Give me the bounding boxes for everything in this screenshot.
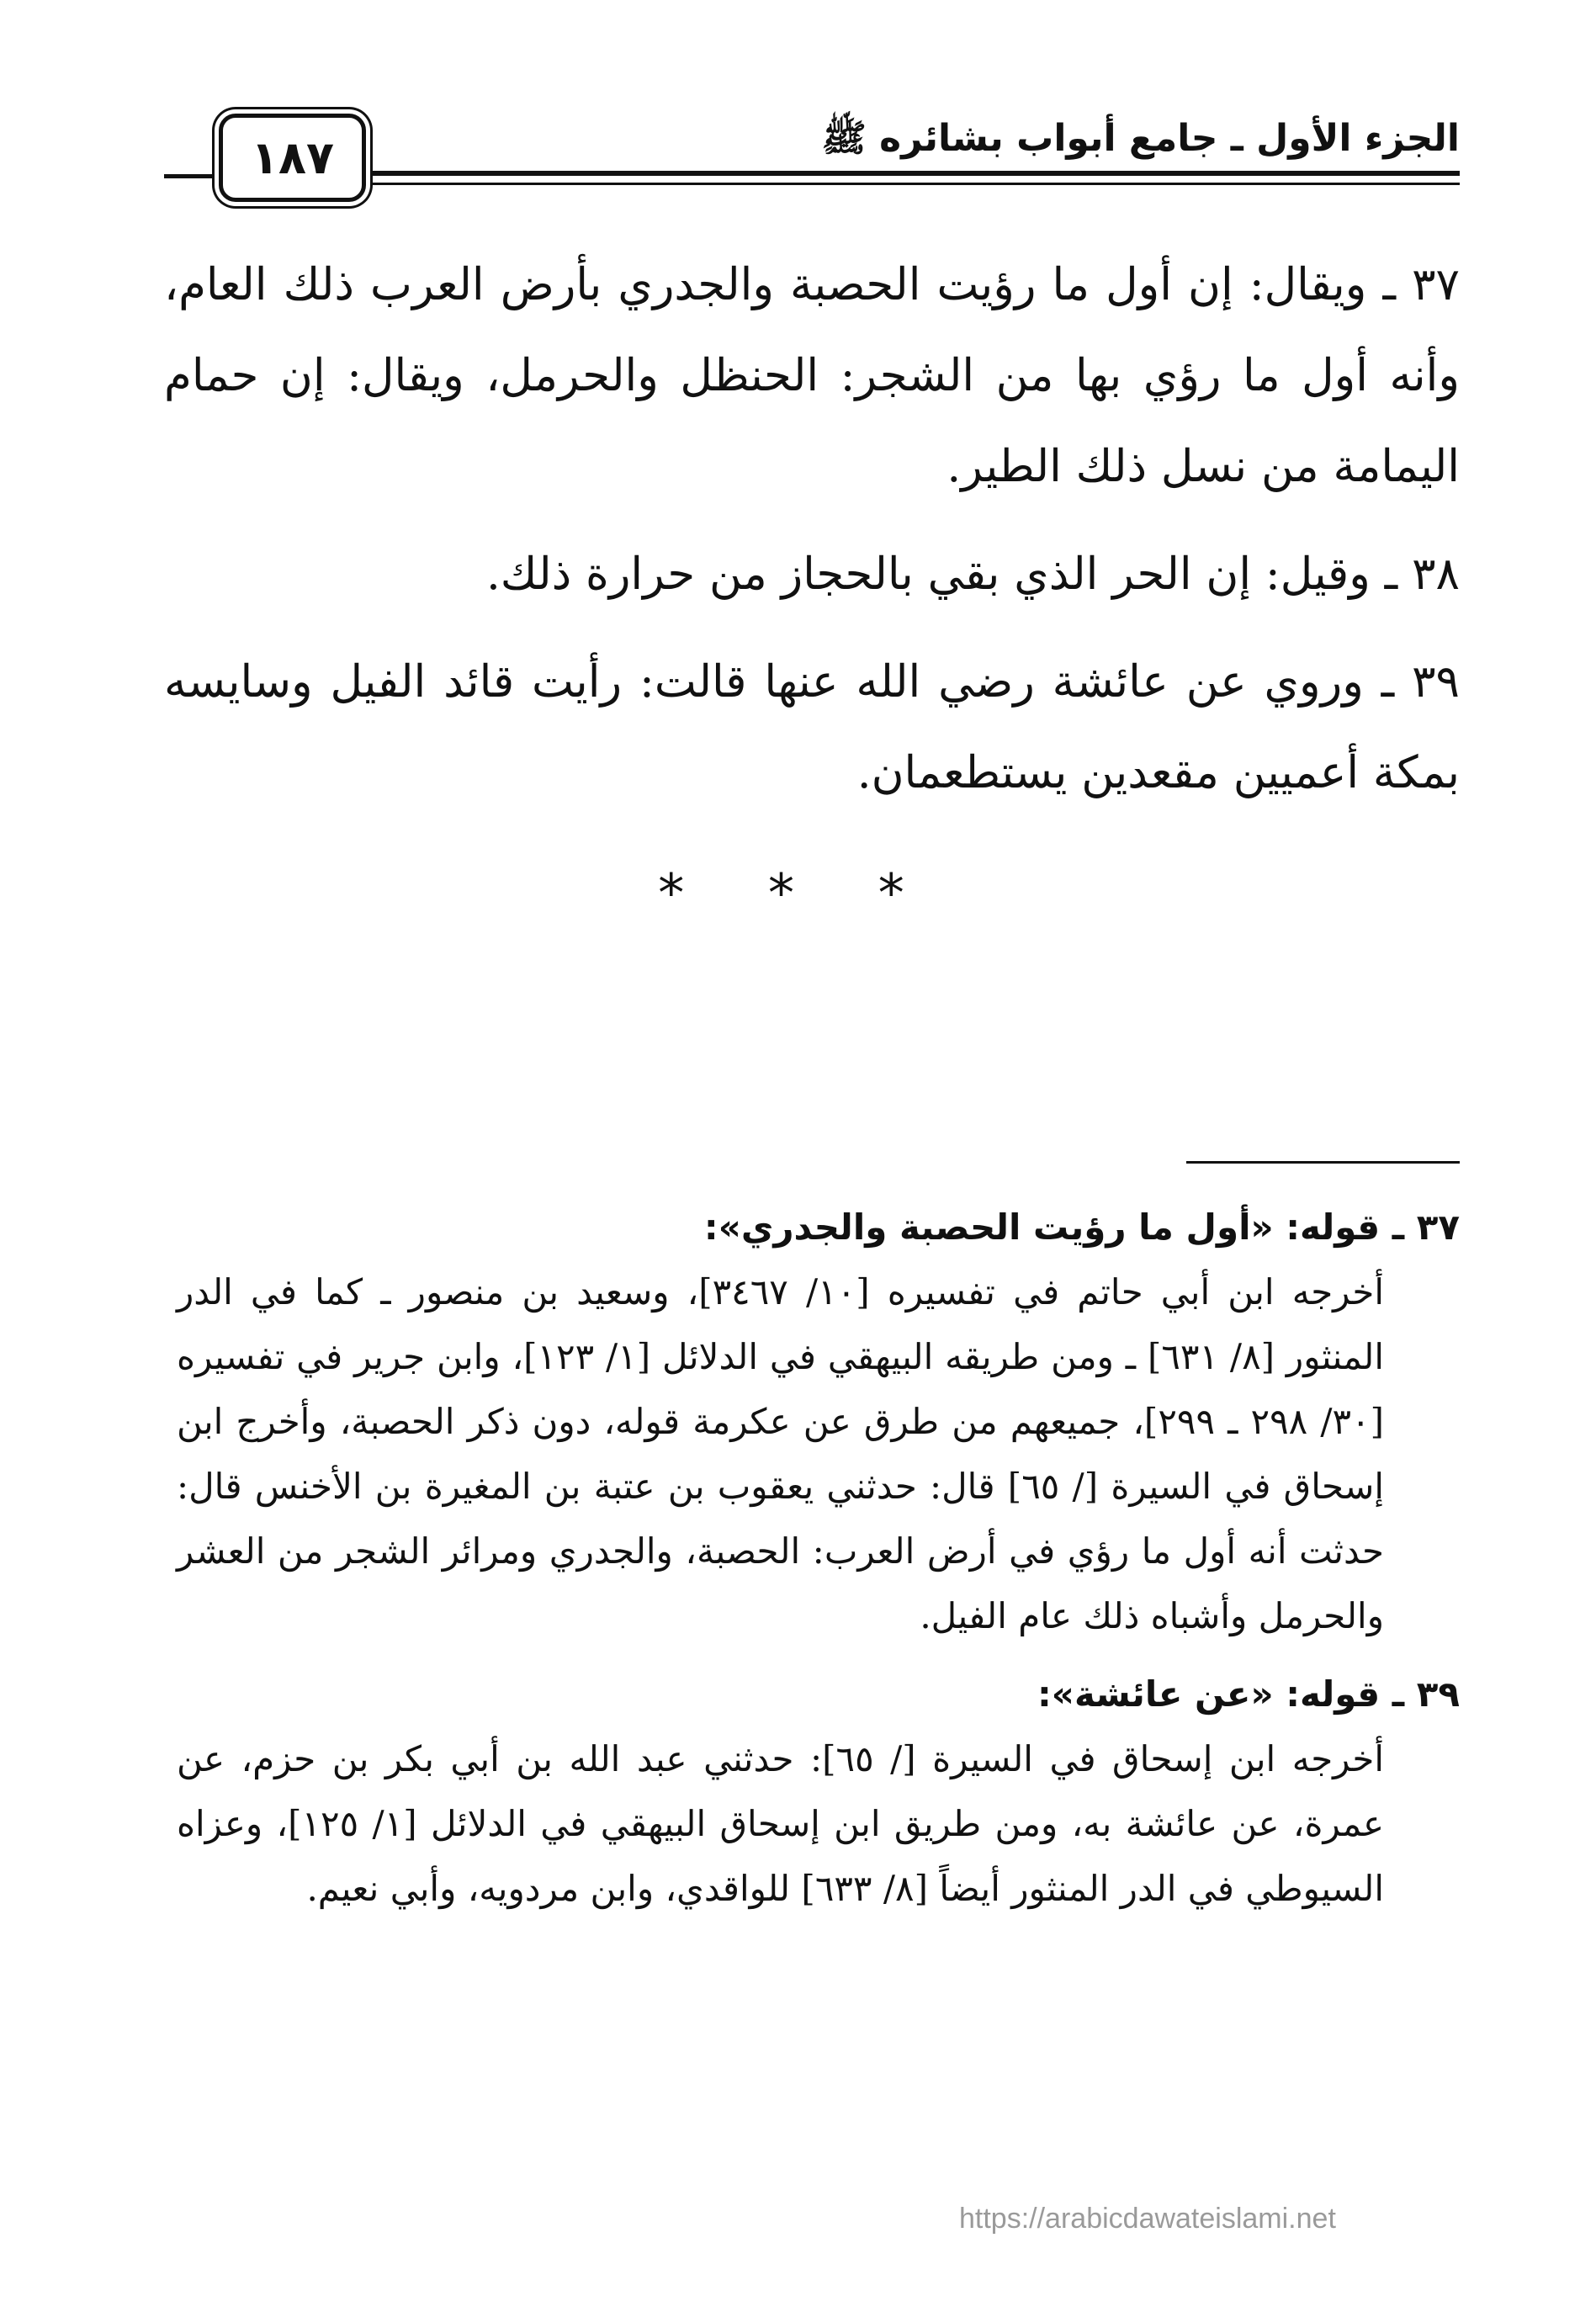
page-number-frame [219,114,366,202]
footnote-text-39: أخرجه ابن إسحاق في السيرة [/ ٦٥]: حدثني عبد الله بن أبي بكر بن حزم، عن عمرة، عن عائشة به، ومن طريق ابن إسحاق البيهقي في الدلائل [١/ ١٢٥]، وعزاه السيوطي في الدر المنثور أيضاً [٨/ ٦٣٣] للواقدي، وابن مردويه، وأبي نعيم. [177,1738,1385,1909]
main-text [164,240,1460,835]
header-rule-left [164,174,215,178]
footnotes [177,1195,1460,1934]
paragraph-39: ٣٩ ـ وروي عن عائشة رضي الله عنها قالت: رأيت قائد الفيل وسايسه بمكة أعميين مقعدين يستطعمان. [164,656,1460,798]
section-separator: * * * [658,862,938,924]
running-title: الجزء الأول ـ جامع أبواب بشائره ﷺ [821,117,1460,160]
page-number: ١٨٧ [251,131,334,184]
paragraph-37: ٣٧ ـ ويقال: إن أول ما رؤيت الحصبة والجدري بأرض العرب ذلك العام، وأنه أول ما رؤي بها من الشجر: الحنظل والحرمل، ويقال: إن حمام اليمامة من نسل ذلك الطير. [164,259,1460,492]
footnote-divider [1186,1161,1460,1164]
header-rule-thin [366,183,1460,185]
footnote-text-37: أخرجه ابن أبي حاتم في تفسيره [١٠/ ٣٤٦٧]، وسعيد بن منصور ـ كما في الدر المنثور [٨/ ٦٣١] ـ ومن طريقه البيهقي في الدلائل [١/ ١٢٣]، وابن جرير في تفسيره [٣٠/ ٢٩٨ ـ ٢٩٩]، جميعهم من طرق عن عكرمة قوله، دون ذكر الحصبة، وأخرج ابن إسحاق في السيرة [/ ٦٥] قال: حدثني يعقوب بن عتبة بن المغيرة بن الأخنس قال: حدثت أنه أول ما رؤي في أرض العرب: الحصبة، والجدري ومرائر الشجر من العشر والحرمل وأشباه ذلك عام الفيل. [177,1271,1385,1636]
paragraph-38: ٣٨ ـ وقيل: إن الحر الذي بقي بالحجاز من حرارة ذلك. [485,549,1460,600]
page-header [164,105,1460,206]
footnote-heading-39: ٣٩ ـ قوله: «عن عائشة»: [1037,1673,1460,1715]
footnote-heading-37: ٣٧ ـ قوله: «أول ما رؤيت الحصبة والجدري»: [703,1206,1460,1248]
header-rule-thick [366,171,1460,176]
watermark-url: https://arabicdawateislami.net [959,2203,1336,2235]
